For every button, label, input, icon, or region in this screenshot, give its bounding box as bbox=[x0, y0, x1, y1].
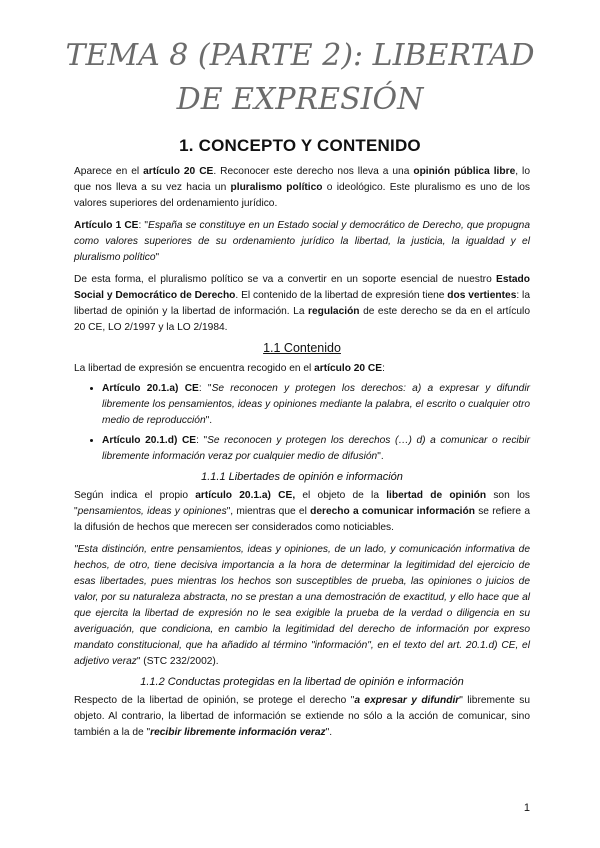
page-number: 1 bbox=[523, 802, 530, 814]
paragraph-pluralismo: De esta forma, el pluralismo político se va a convertir en un soporte esencial de nuestro Estado Social y Democrático de Derecho. El contenido de la libertad de expresión tiene dos vertientes: la libertad de opinión y la libertad de información. La regulación de este derecho se da en el artículo 20 CE, LO 2/1997 y la LO 2/1984. bbox=[74, 274, 530, 333]
paragraph-stc-quote: "Esta distinción, entre pensamientos, ideas y opiniones, de un lado, y comunicación informativa de hechos, de otro, tiene decisiva importancia a la hora de determinar la legitimidad del ejercicio de esas libertades, pues mientras los hechos son susceptibles de prueba, las opiniones o juicios de valor, por su naturaleza abstracta, no se prestan a una demostración de exactitud, y ello hace que al que ejercita la libertad de expresión no le sea exigible la prueba de la verdad o diligencia en su averiguación, que condiciona, en cambio la legitimidad del derecho de información por expreso mandato constitucional, que ha añadido al término "información", en el texto del art. 20.1.d) CE, el adjetivo veraz" (STC 232/2002). bbox=[74, 544, 530, 667]
title-line-1: TEMA 8 (PARTE 2): LIBERTAD bbox=[65, 38, 535, 73]
paragraph-intro: Aparece en el artículo 20 CE. Reconocer este derecho nos lleva a una opinión pública libre, lo que nos lleva a su vez hacia un pluralismo político o ideológico. Este pluralismo es uno de los valores superiores del ordenamiento jurídico. bbox=[74, 166, 530, 209]
article-list bbox=[74, 381, 530, 465]
paragraph-conductas: Respecto de la libertad de opinión, se protege el derecho "a expresar y difundir" libremente su objeto. Al contrario, la libertad de información se extiende no sólo a la acción de comunicar, sino también a la de "recibir libremente información veraz". bbox=[74, 695, 530, 738]
subheading-conductas: 1.1.2 Conductas protegidas en la libertad de opinión e información bbox=[140, 676, 464, 688]
document-body bbox=[74, 164, 530, 741]
subheading-libertades: 1.1.1 Libertades de opinión e información bbox=[201, 471, 403, 483]
title-line-2: DE EXPRESIÓN bbox=[176, 82, 424, 117]
paragraph-article-1: Artículo 1 CE: "España se constituye en un Estado social y democrático de Derecho, que propugna como valores superiores de su ordenamiento jurídico la libertad, la justicia, la igualdad y el pluralismo político" bbox=[74, 220, 531, 263]
section-heading: 1. CONCEPTO Y CONTENIDO bbox=[179, 136, 421, 155]
document-title bbox=[40, 34, 560, 122]
subheading-contenido: 1.1 Contenido bbox=[263, 341, 341, 355]
paragraph-objeto: Según indica el propio artículo 20.1.a) CE, el objeto de la libertad de opinión son los "pensamientos, ideas y opiniones", mientras que el derecho a comunicar información se refiere a la difusión de hechos que merecen ser considerados como noticiables. bbox=[74, 490, 531, 533]
list-item: • Artículo 20.1.d) CE: "Se reconocen y protegen los derechos (…) d) a comunicar o recibir libremente información veraz por cualquier medio de difusión". bbox=[102, 433, 530, 465]
list-item: • Artículo 20.1.a) CE: "Se reconocen y protegen los derechos: a) a expresar y difundir libremente los pensamientos, ideas y opiniones mediante la palabra, el escrito o cualquier otro medio de reproducción". bbox=[102, 381, 530, 429]
paragraph-recogido: La libertad de expresión se encuentra recogido en el artículo 20 CE: bbox=[74, 363, 385, 374]
